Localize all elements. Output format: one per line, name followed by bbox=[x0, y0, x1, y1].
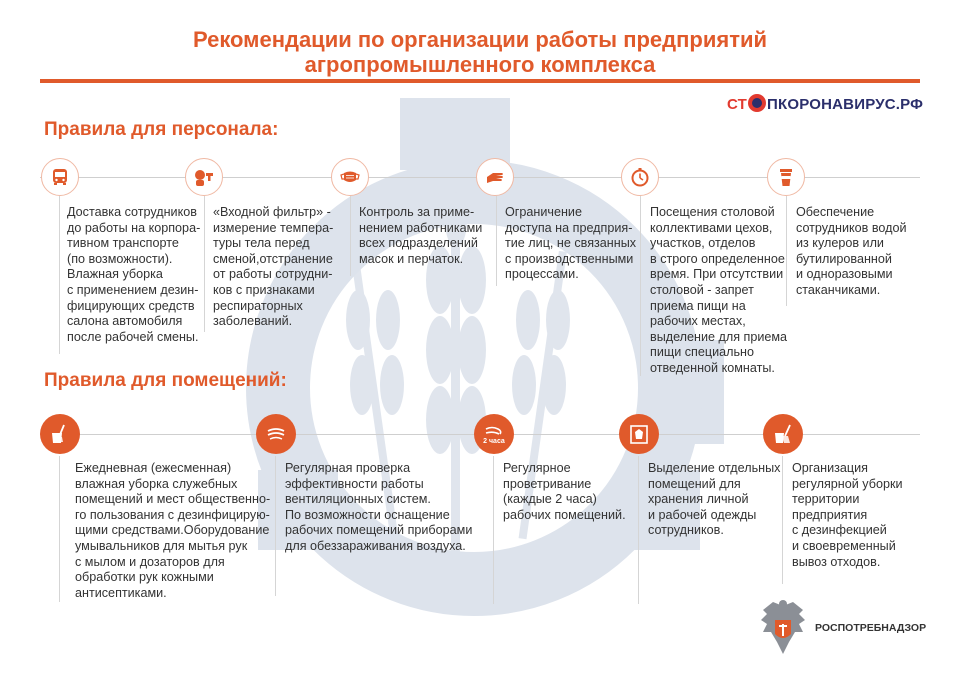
premises-rule-text-2: Регулярная проверка эффективности работы вентиляционных систем. По возможности оснащение рабочих помещений приборами для обеззараживания воздуха. bbox=[285, 461, 473, 553]
rospotrebnadzor-label: РОСПОТРЕБНАДЗОР bbox=[815, 622, 927, 634]
title-line-2: агропромышленного комплекса bbox=[304, 52, 656, 77]
column-divider bbox=[350, 196, 351, 276]
column-divider bbox=[782, 456, 783, 584]
column-divider bbox=[204, 196, 205, 332]
column-divider bbox=[496, 196, 497, 286]
title-divider bbox=[40, 79, 920, 83]
rospotrebnadzor-emblem-icon bbox=[757, 598, 809, 658]
ventilation-icon bbox=[256, 414, 296, 454]
cleaning-bucket-icon bbox=[40, 414, 80, 454]
cup-icon bbox=[767, 158, 805, 196]
premises-rules-heading: Правила для помещений: bbox=[44, 370, 287, 391]
column-divider bbox=[59, 456, 60, 602]
staff-rules-heading: Правила для персонала: bbox=[44, 119, 279, 140]
thermometer-scan-icon bbox=[185, 158, 223, 196]
staff-rule-text-2: «Входной фильтр» - измерение темпера- туры тела перед сменой,отстранение от работы сотрудни- ков с признаками респираторных заболеваний. bbox=[213, 205, 334, 329]
premises-rule-text-4: Выделение отдельных помещений для хранения личной и рабочей одежды сотрудников. bbox=[648, 461, 781, 538]
broom-icon bbox=[763, 414, 803, 454]
clock-icon bbox=[621, 158, 659, 196]
two-hours-badge: 2 часа bbox=[483, 438, 505, 445]
airing-icon bbox=[474, 414, 514, 454]
staff-rule-text-4: Ограничение доступа на предприя- тие лиц, не связанных с производственными процессами. bbox=[505, 205, 637, 282]
title-line-1: Рекомендации по организации работы предприятий bbox=[192, 27, 768, 52]
page-title bbox=[0, 27, 960, 77]
staff-rule-text-3: Контроль за приме- нением работниками всех подразделений масок и перчаток. bbox=[359, 205, 483, 266]
stopcoronavirus-logo[interactable] bbox=[727, 94, 923, 113]
column-divider bbox=[638, 456, 639, 604]
glove-icon bbox=[476, 158, 514, 196]
mask-icon bbox=[331, 158, 369, 196]
column-divider bbox=[275, 456, 276, 596]
premises-rule-text-1: Ежедневная (ежесменная) влажная уборка служебных помещений и мест общественно- го пользования с дезинфицирую- щими средствами.Оборудование умывальников для мытья рук с мылом и дозаторов для обработки рук кожными антисептиками. bbox=[75, 461, 271, 600]
premises-rule-text-3: Регулярное проветривание (каждые 2 часа) рабочих помещений. bbox=[503, 461, 626, 522]
premises-rule-text-5: Организация регулярной уборки территории предприятия с дезинфекцией и своевременный вывоз отходов. bbox=[792, 461, 903, 569]
column-divider bbox=[59, 196, 60, 354]
bus-icon bbox=[41, 158, 79, 196]
logo-text-part-2: ПКОРОНАВИРУС.РФ bbox=[767, 96, 924, 113]
column-divider bbox=[640, 196, 641, 376]
staff-rule-text-6: Обеспечение сотрудников водой из кулеров или бутилированной и одноразовыми стаканчиками. bbox=[796, 205, 907, 297]
staff-rule-text-1: Доставка сотрудников до работы на корпора- тивном транспорте (по возможности). Влажная уборка с применением дезин- фицирующих средств салона автомобиля после рабочей смены. bbox=[67, 205, 201, 344]
wardrobe-icon bbox=[619, 414, 659, 454]
staff-rule-text-5: Посещения столовой коллективами цехов, участков, отделов в строго определенное время. При отсутствии столовой - запрет приема пищи на рабочих местах, выделение для приема пищи специально отведенной комнаты. bbox=[650, 205, 788, 375]
logo-text-part-1: СТ bbox=[727, 96, 748, 113]
column-divider bbox=[493, 456, 494, 604]
virus-icon bbox=[748, 94, 766, 112]
